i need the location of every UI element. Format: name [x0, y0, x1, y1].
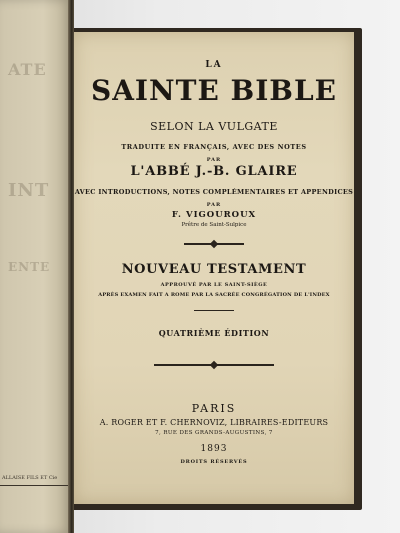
publisher-address: 7, RUE DES GRANDS-AUGUSTINS, 7: [155, 430, 273, 436]
show-through-text: INT: [8, 180, 50, 201]
approval-line: APPROUVÉ PAR LE SAINT-SIÈGE: [160, 282, 268, 288]
publisher-name: A. ROGER ET F. CHERNOVIZ, LIBRAIRES-EDITEURS: [99, 418, 329, 427]
imprint-city: PARIS: [191, 402, 237, 415]
left-page-verso: [0, 0, 72, 533]
book-title: SAINTE BIBLE: [90, 74, 338, 107]
editor-name: F. VIGOUROUX: [171, 210, 257, 220]
by-line-2: PAR: [206, 202, 222, 208]
title-article: LA: [205, 60, 223, 70]
ornament-divider: [154, 364, 274, 366]
publication-year: 1893: [200, 444, 228, 454]
edition-line: QUATRIÈME ÉDITION: [158, 328, 270, 338]
contents-line: AVEC INTRODUCTIONS, NOTES COMPLÉMENTAIRES ET APPENDICES: [74, 188, 354, 196]
short-rule: [194, 310, 234, 311]
editor-title: Prêtre de Saint-Sulpice: [181, 222, 247, 228]
title-page: [74, 32, 354, 504]
ornament-divider: [184, 243, 244, 245]
rights-line: DROITS RÉSERVÉS: [180, 459, 248, 465]
examination-line: APRÈS EXAMEN FAIT A ROME PAR LA SACRÉE CONGRÉGATION DE L'INDEX: [98, 292, 330, 298]
by-line-1: PAR: [206, 157, 222, 163]
translation-line: TRADUITE EN FRANÇAIS, AVEC DES NOTES: [121, 143, 307, 151]
subtitle-vulgate: SELON LA VULGATE: [150, 120, 278, 133]
show-through-text: ENTE: [8, 260, 51, 274]
show-through-text: ATE: [8, 60, 47, 79]
translator-name: L'ABBÉ J.-B. GLAIRE: [130, 164, 298, 179]
volume-title: NOUVEAU TESTAMENT: [121, 262, 307, 277]
verso-printer-line: ALLAISE FILS ET Cie: [0, 470, 72, 486]
